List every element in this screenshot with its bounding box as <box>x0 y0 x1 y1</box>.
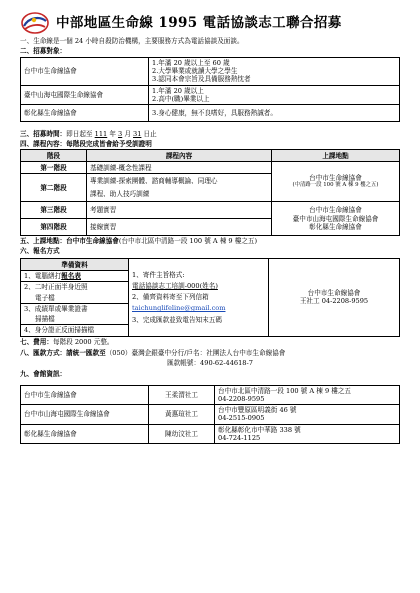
table-row: 第四階段 接線實習 <box>21 219 400 236</box>
org-cell: 彰化縣生命線協會 <box>21 105 149 122</box>
section-8-account: 匯款帳號：490-62-44618-7 <box>167 358 253 367</box>
org-cell: 臺中山海屯國際生命線協會 <box>21 85 149 104</box>
org-cell: 台中市生命線協會 <box>21 58 149 86</box>
table-row: 第二階段 專業訓練-探索團體、諮商輔導概論、同理心 課程、助人技巧訓練 <box>21 174 400 202</box>
table-row: 彰化縣生命線協會 陳幼汶社工 彰化縣彰化市中華路 338 號 04-724-1125 <box>21 424 400 443</box>
section-2-heading: 二、招募對象： <box>20 46 67 55</box>
section-8: 八、匯款方式：請統一匯款至（050）臺灣企銀臺中分行/戶名：社團法人台中市生命線協會 <box>20 349 286 358</box>
table-row: 第三階段 考題實習 台中市生命線協會 臺中市山海屯國際生命線協會 彰化縣生命線協會 <box>21 202 400 219</box>
section-6-heading: 六、報名方式 <box>20 246 60 255</box>
signup-table <box>20 258 400 336</box>
req-cell: 1.年滿 20 歲以上至 60 歲 2.大學畢業或就讀大學之學生 3.認同本會宗旨及具備服務熱忱者 <box>149 58 400 86</box>
location-cell: 台中市生命線協會 (中清路一段 100 號 A 棟 9 樓之五) <box>272 162 400 202</box>
section-5: 五、上課地點：台中市生命線協會(台中市北區中清路一段 100 號 A 棟 9 樓之五) <box>20 237 258 246</box>
table-row: 第一階段 基礎訓練-概念性課程 台中市生命線協會 (中清路一段 100 號 A 棟 9 樓之五) <box>21 162 400 174</box>
page-title: 中部地區生命線 1995 電話協談志工聯合招募 <box>56 14 342 31</box>
req-cell: 1.年滿 20 歲以上 2.高中(職)畢業以上 <box>149 85 400 104</box>
office-table <box>20 385 400 444</box>
section-1: 一、生命線是一個 24 小時自殺防治機構，主要服務方式為電話協談及面談。 <box>20 37 244 45</box>
contact-cell: 台中市生命線協會 王社工 04-2208-9595 <box>269 259 400 336</box>
table-header-row <box>21 150 400 162</box>
section-3: 三、招募時間：即日起至 111 年 3 月 31 日止 <box>20 130 157 139</box>
location-cell: 台中市生命線協會 臺中市山海屯國際生命線協會 彰化縣生命線協會 <box>272 202 400 236</box>
col-header-stage: 階段 <box>21 150 87 162</box>
table-row <box>21 58 400 86</box>
table-row <box>21 105 400 122</box>
table-row: 台中市生命線協會 王柔渭社工 台中市北區中清路一段 100 號 A 棟 9 樓之五 04-2208-9595 <box>21 385 400 404</box>
lifeline-logo-icon <box>20 11 50 35</box>
col-header-content: 課程內容 <box>87 150 272 162</box>
email-link[interactable]: taichunglifeline@gmail.com <box>132 304 226 313</box>
prep-cell: 1、電腦繕打報名表 2、二吋正面半身近照 電子檔 3、成績單或畢業證書 掃描檔 4、身分證正反面掃描檔 <box>21 271 129 336</box>
send-cell: 1、寄件主旨格式: 電話協談志工培訓-000(姓名) 2、備齊資料寄至下列信箱 taichunglifeline@gmail.com 3、完成匯款並致電告知末五碼 <box>129 259 269 336</box>
table-row: 台中市山海屯國際生命線協會 黃惠瑄社工 台中市豐原區明義街 46 號 04-2515-0905 <box>21 405 400 424</box>
section-4-heading: 四、課程內容：每階段完成皆會給予受訓證明 <box>20 139 152 148</box>
section-9-heading: 九、會館資訊： <box>20 370 67 379</box>
section-7: 七、費用：每階段 2000 元整。 <box>20 337 114 346</box>
req-cell: 3.身心健康，無不良嗜好，具服務熱誠者。 <box>149 105 400 122</box>
header <box>20 10 400 36</box>
col-header-location: 上課地點 <box>272 150 400 162</box>
prep-header: 準備資料 <box>21 259 129 271</box>
recruit-table <box>20 57 400 122</box>
table-row <box>21 85 400 104</box>
course-table <box>20 149 400 236</box>
